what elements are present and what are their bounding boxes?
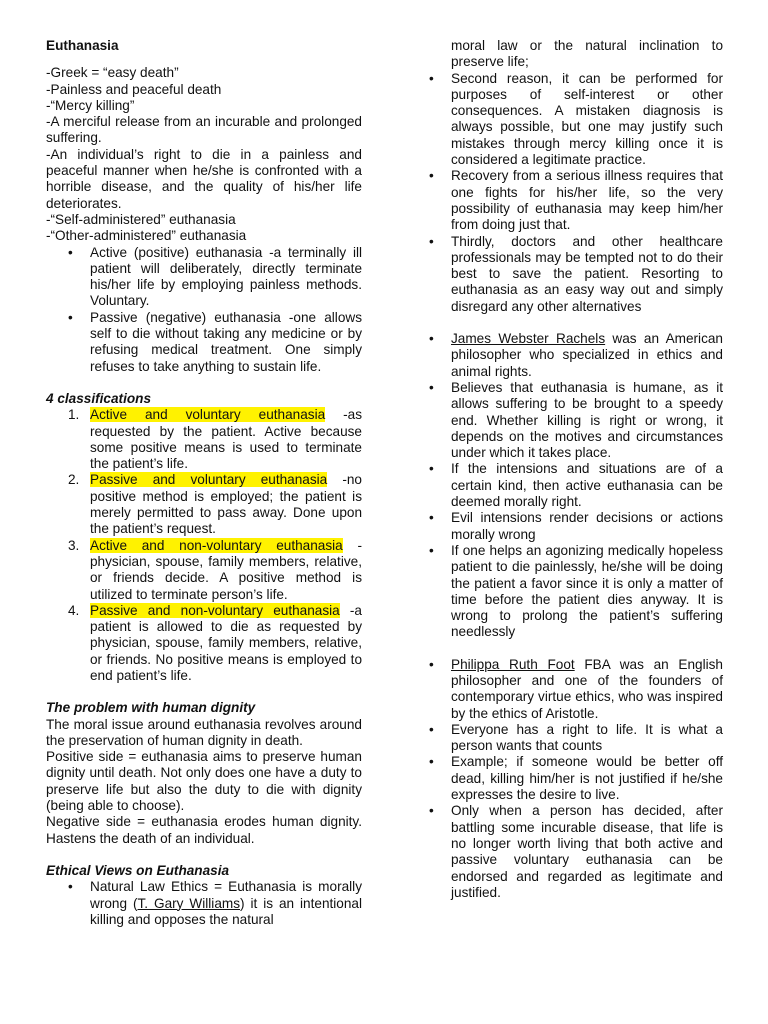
- list-item: • Only when a person has decided, after battling some incurable disease, that life is no longer worth living that both active and passive voluntary euthanasia can be endorsed and regarded as legitimate and justified.: [451, 803, 723, 901]
- list-item: [68, 407, 362, 472]
- list-item: • Active (positive) euthanasia -a terminally ill patient will deliberately, directly terminate his/her life by employing painless methods. Voluntary.: [90, 245, 362, 310]
- list-item: • Believes that euthanasia is humane, as it allows suffering to be brought to a speedy end. Whether killing is right or wrong, it depends on the motives and circumstances under which it takes place.: [451, 380, 723, 461]
- classifications-list: [46, 407, 362, 684]
- item-number: 2.: [68, 472, 80, 488]
- spacer: [46, 847, 362, 863]
- intro-line: -“Other-administered” euthanasia: [46, 228, 247, 244]
- list-item: [90, 879, 362, 928]
- item-description: -a patient is allowed to die as requested by physician, spouse, family members, relative, or friends. No positive means is employed to end patient’s life.: [90, 602, 362, 683]
- item-description: -as requested by the patient. Active because some positive means is used to terminate the patient’s life.: [90, 407, 362, 472]
- list-item: • Passive (negative) euthanasia -one allows self to die without taking any medicine or by refusing medical treatment. One simply refuses to take anything to sustain life.: [90, 310, 362, 375]
- intro-line: -Greek = “easy death”: [46, 65, 179, 81]
- dignity-heading: The problem with human dignity: [46, 700, 256, 716]
- item-number: 1.: [68, 407, 80, 423]
- highlighted-term: Active and voluntary euthanasia: [90, 407, 326, 423]
- highlighted-term: Passive and non-voluntary euthanasia: [90, 602, 340, 618]
- list-item: [451, 331, 723, 380]
- philosopher-intro: was an American philosopher who specialized in ethics and animal rights.: [451, 331, 723, 379]
- highlighted-term: Passive and voluntary euthanasia: [90, 472, 328, 488]
- natural-law-points: [428, 71, 723, 315]
- left-column: [46, 0, 362, 928]
- intro-line: -An individual’s right to die in a painless and peaceful manner when he/she is confronted with a horrible disease, and the quality of his/her life deteriorates.: [46, 146, 362, 211]
- item-number: 3.: [68, 537, 80, 553]
- intro-lines: [46, 65, 362, 244]
- spacer: [46, 684, 362, 700]
- spacer: [428, 641, 723, 657]
- document-title: Euthanasia: [46, 38, 119, 53]
- intro-line: -“Mercy killing”: [46, 97, 135, 113]
- list-item: [68, 602, 362, 684]
- dignity-paragraph: Negative side = euthanasia erodes human dignity. Hastens the death of an individual.: [46, 814, 362, 846]
- list-item: • Example; if someone would be better off dead, killing him/her is not justified if he/she expresses the desire to live.: [451, 754, 723, 803]
- intro-line: -Painless and peaceful death: [46, 81, 222, 97]
- intro-line: -“Self-administered” euthanasia: [46, 211, 236, 227]
- rachels-list: [428, 331, 723, 641]
- ethical-views-list: [46, 879, 362, 928]
- list-item: [68, 472, 362, 537]
- right-column: [428, 0, 723, 901]
- philosopher-name: Philippa Ruth Foot: [451, 656, 575, 672]
- philosopher-intro: FBA was an English philosopher and one of the founders of contemporary virtue ethics, who was inspired by the ethics of Aristotle.: [451, 656, 723, 721]
- ethical-views-heading: Ethical Views on Euthanasia: [46, 862, 230, 878]
- item-description: -no positive method is employed; the patient is merely permitted to pass away. Done upon the patient’s request.: [90, 472, 362, 537]
- continued-text: moral law or the natural inclination to preserve life;: [451, 38, 723, 70]
- dignity-paragraph: The moral issue around euthanasia revolves around the preservation of human dignity in death.: [46, 716, 362, 748]
- highlighted-term: Active and non-voluntary euthanasia: [90, 537, 343, 553]
- natural-law-text: ) it is an intentional killing and opposes the natural: [90, 895, 363, 927]
- list-item: • If the intensions and situations are of a certain kind, then active euthanasia can be deemed morally right.: [451, 461, 723, 510]
- list-item: • Thirdly, doctors and other healthcare professionals may be tempted not to do their best to save the patient. Resorting to euthanasia as an easy way out and simply disregard any other alternatives: [451, 234, 723, 315]
- item-number: 4.: [68, 602, 80, 618]
- list-item: • Evil intensions render decisions or actions morally wrong: [451, 510, 723, 543]
- natural-law-text: Natural Law Ethics = Euthanasia is morally wrong (: [90, 879, 362, 911]
- dignity-paragraph: Positive side = euthanasia aims to preserve human dignity until death. Not only does one have a duty to preserve life but also the duty to die with dignity (being able to choose).: [46, 749, 362, 814]
- spacer: [46, 375, 362, 391]
- list-item: • If one helps an agonizing medically hopeless patient to die painlessly, he/she will be doing the patient a favor since it is only a matter of time before the patient dies anyway. It is wrong to prolong the patient’s suffering needlessly: [451, 543, 723, 641]
- list-item: [451, 657, 723, 722]
- euthanasia-types-list: [46, 245, 362, 375]
- intro-line: -A merciful release from an incurable and prolonged suffering.: [46, 114, 362, 146]
- list-item: • Everyone has a right to life. It is what a person wants that counts: [451, 722, 723, 755]
- spacer: [428, 315, 723, 331]
- classifications-heading: 4 classifications: [46, 390, 152, 406]
- list-item: • Recovery from a serious illness requires that one fights for his/her life, so the very possibility of euthanasia may keep him/her from doing just that.: [451, 168, 723, 233]
- author-name: T. Gary Williams: [137, 895, 241, 911]
- item-description: - physician, spouse, family members, relative, or friends decide. A positive method is utilized to terminate person’s life.: [90, 537, 362, 602]
- list-item: • Second reason, it can be performed for purposes of self-interest or other consequences. A mistaken diagnosis is always possible, but one may justify such mistakes through mercy killing once it is considered a legitimate practice.: [451, 71, 723, 169]
- list-item: [68, 537, 362, 603]
- foot-list: [428, 657, 723, 901]
- philosopher-name: James Webster Rachels: [451, 331, 606, 347]
